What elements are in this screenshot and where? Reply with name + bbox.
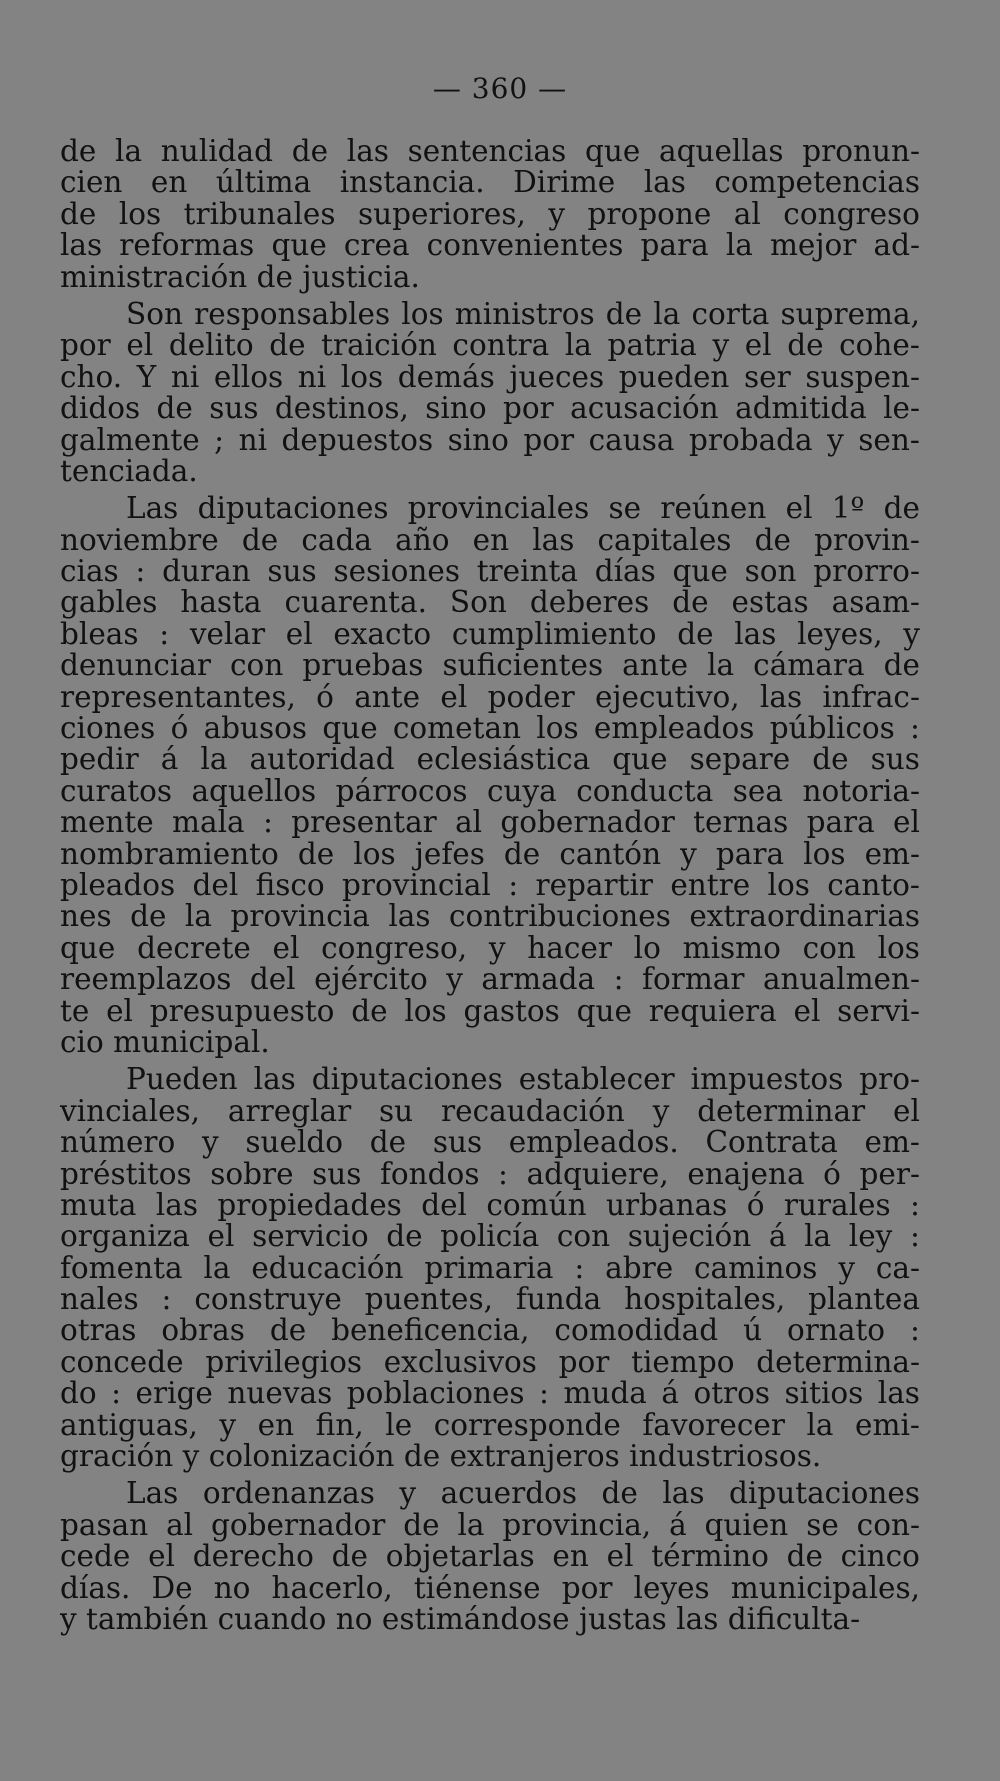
page-number: — 360 — <box>432 72 568 105</box>
text-line: fomenta la educación primaria : abre caminos y ca- <box>60 1250 920 1285</box>
text-line: por el delito de traición contra la patria y el de cohe- <box>60 328 920 363</box>
text-line: noviembre de cada año en las capitales de provin- <box>60 522 920 557</box>
text-line: gables hasta cuarenta. Son deberes de estas asam- <box>60 585 920 620</box>
text-line: reemplazos del ejército y armada : formar anualmen- <box>60 962 920 997</box>
text-line: otras obras de beneficencia, comodidad ú ornato : <box>60 1313 920 1348</box>
text-line: didos de sus destinos, sino por acusación admitida le- <box>60 391 920 426</box>
text-line: y también cuando no estimándose justas las dificulta- <box>60 1601 861 1636</box>
paragraph <box>60 1478 920 1635</box>
text-line: nales : construye puentes, funda hospitales, plantea <box>60 1282 920 1317</box>
text-line: días. De no hacerlo, tiénense por leyes municipales, <box>60 1570 920 1605</box>
text-line: tenciada. <box>60 453 198 488</box>
text-line: Son responsables los ministros de la corta suprema, <box>126 296 920 331</box>
text-line: pasan al gobernador de la provincia, á quien se con- <box>60 1507 920 1542</box>
text-line: número y sueldo de sus empleados. Contrata em- <box>60 1125 920 1160</box>
text-line: Las ordenanzas y acuerdos de las diputaciones <box>126 1476 920 1511</box>
text-line: ministración de justicia. <box>60 259 420 294</box>
text-line: pleados del fisco provincial : repartir entre los canto- <box>60 867 920 902</box>
text-line: cias : duran sus sesiones treinta días que son prorro- <box>60 554 920 589</box>
text-line: cien en última instancia. Dirime las competencias <box>60 165 920 200</box>
text-line: cede el derecho de objetarlas en el término de cinco <box>60 1539 920 1574</box>
text-line: ciones ó abusos que cometan los empleados públicos : <box>60 711 920 746</box>
paragraph <box>60 136 920 293</box>
text-line: representantes, ó ante el poder ejecutivo, las infrac- <box>60 679 920 714</box>
text-line: concede privilegios exclusivos por tiempo determina- <box>60 1344 920 1379</box>
body-text <box>60 136 920 1635</box>
text-line: Las diputaciones provinciales se reúnen el 1º de <box>126 491 920 526</box>
text-line: de los tribunales superiores, y propone al congreso <box>60 196 920 231</box>
text-line: nes de la provincia las contribuciones extraordinarias <box>60 899 920 934</box>
paragraph <box>60 1064 920 1472</box>
text-line: bleas : velar el exacto cumplimiento de las leyes, y <box>60 616 920 651</box>
text-line: pedir á la autoridad eclesiástica que separe de sus <box>60 742 920 777</box>
text-line: que decrete el congreso, y hacer lo mismo con los <box>60 930 920 965</box>
text-line: te el presupuesto de los gastos que requiera el servi- <box>60 993 920 1028</box>
text-line: antiguas, y en fin, le corresponde favorecer la emi- <box>60 1407 920 1442</box>
paragraph <box>60 296 920 488</box>
text-line: préstitos sobre sus fondos : adquiere, enajena ó per- <box>60 1156 920 1191</box>
text-line: muta las propiedades del común urbanas ó rurales : <box>60 1187 920 1222</box>
text-line: las reformas que crea convenientes para la mejor ad- <box>60 228 920 263</box>
paragraph <box>60 493 920 1058</box>
text-line: cio municipal. <box>60 1024 270 1059</box>
text-line: galmente ; ni depuestos sino por causa probada y sen- <box>60 422 920 457</box>
text-line: gración y colonización de extranjeros industriosos. <box>60 1439 822 1474</box>
text-line: mente mala : presentar al gobernador ternas para el <box>60 805 920 840</box>
text-line: de la nulidad de las sentencias que aquellas pronun- <box>60 134 920 168</box>
text-line: curatos aquellos párrocos cuya conducta sea notoria- <box>60 773 920 808</box>
text-line: Pueden las diputaciones establecer impuestos pro- <box>126 1062 920 1097</box>
text-line: cho. Y ni ellos ni los demás jueces pueden ser suspen- <box>60 359 920 394</box>
text-line: vinciales, arreglar su recaudación y determinar el <box>60 1093 920 1128</box>
text-line: do : erige nuevas poblaciones : muda á otros sitios las <box>60 1376 920 1411</box>
text-line: denunciar con pruebas suficientes ante la cámara de <box>60 648 920 683</box>
text-line: organiza el servicio de policía con sujeción á la ley : <box>60 1219 920 1254</box>
text-line: nombramiento de los jefes de cantón y para los em- <box>60 836 920 871</box>
